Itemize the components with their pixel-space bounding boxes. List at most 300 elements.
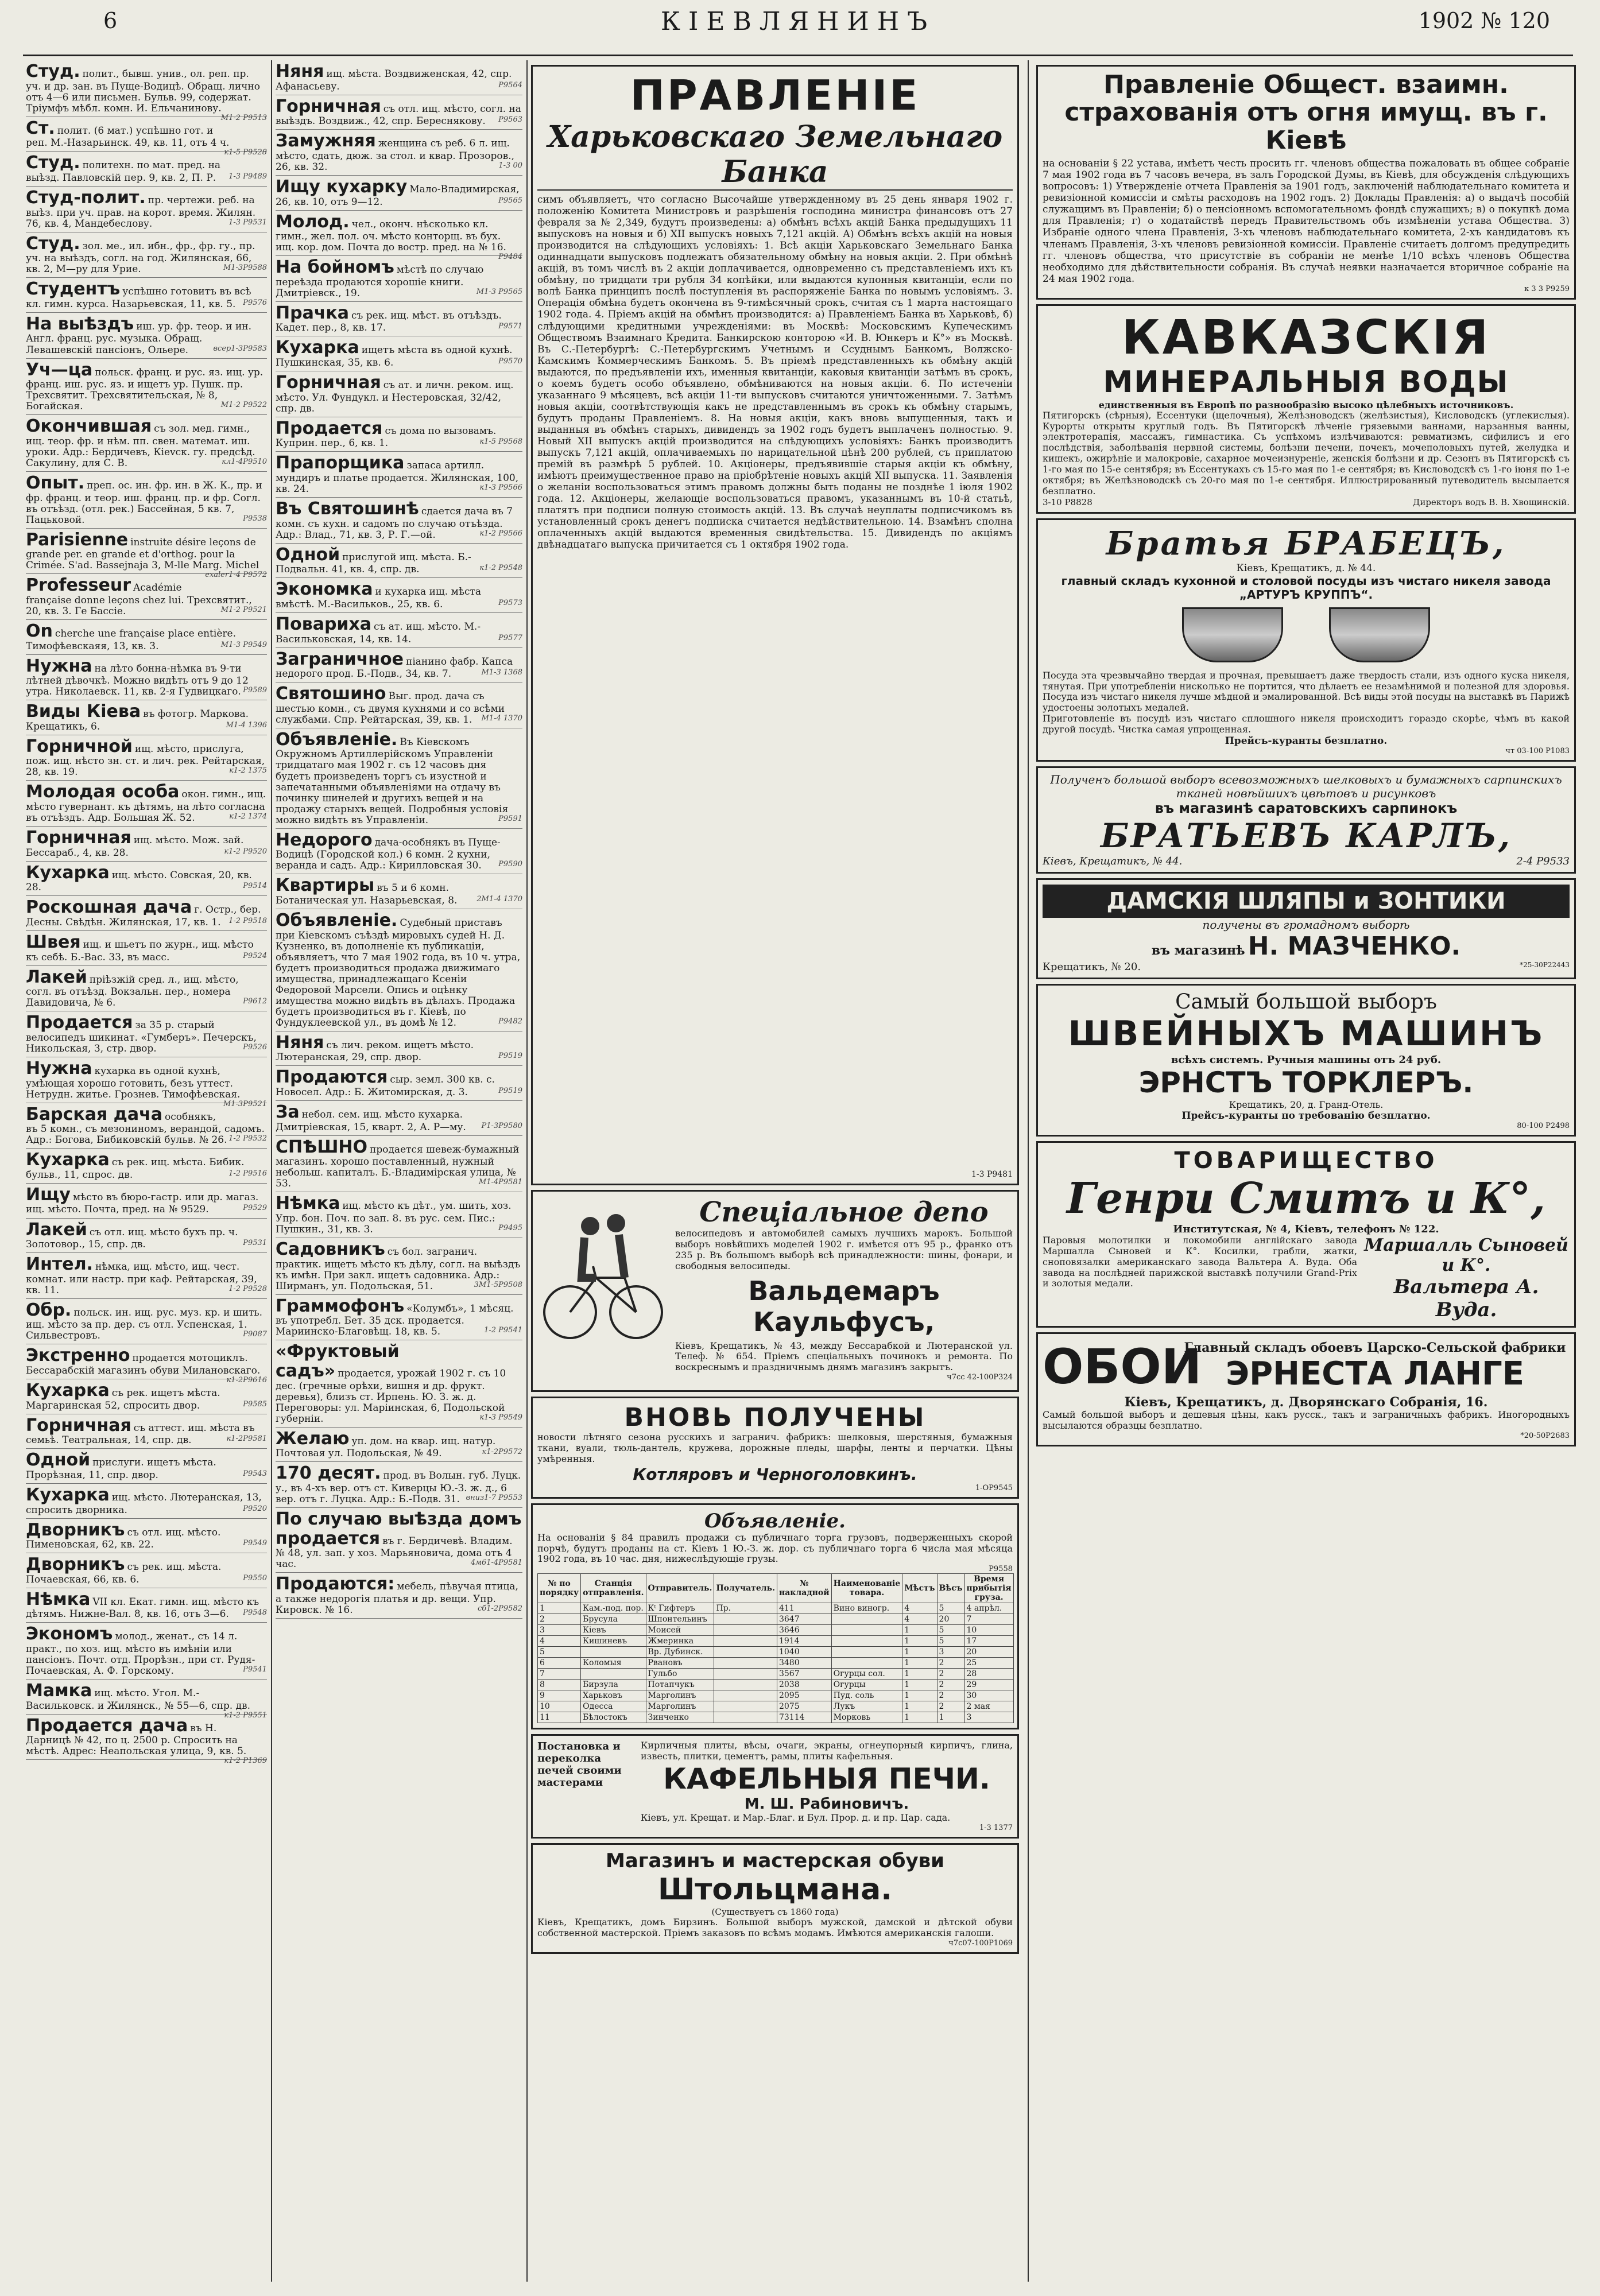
cargo-table-cell: 1914	[777, 1636, 831, 1647]
cargo-table-cell: Потапчукъ	[646, 1680, 714, 1690]
ad-heading: Поварихa	[276, 614, 372, 634]
mazchenko-ad	[1036, 878, 1576, 979]
ad-heading: Дворникъ	[26, 1554, 125, 1575]
cargo-table-cell: Огурцы	[831, 1680, 902, 1690]
classified-ad	[26, 1680, 267, 1720]
cargo-table-cell: 29	[964, 1680, 1013, 1690]
ad-heading: СПѢШНО	[276, 1137, 368, 1157]
ad-text: Въ Кіевскомъ Окружномъ Артиллерійскомъ Управленіи тридцатаго мая 1902 г. съ 12 часовъ дня будетъ произведенъ торгъ съ изустной и запечатанными объявленіями на отдачу въ починку шинелей и другихъ вещей и на продажу старыхъ вещей. Подробныя условія можно видѣть въ Управленіи.	[276, 736, 509, 826]
ad-code: к1-2 Р9520	[224, 847, 267, 856]
ad-heading: Заграничное	[276, 649, 404, 669]
ad-heading: Студентъ	[26, 279, 121, 300]
cargo-table-row	[538, 1647, 1014, 1658]
ad-code: 1-3 Р9489	[228, 172, 267, 181]
cargo-table-cell: 10	[964, 1625, 1013, 1636]
classified-ad	[26, 1299, 267, 1345]
sewing-top: Самый большой выборъ	[1175, 990, 1437, 1014]
ad-code: 80-100 Р2498	[1517, 1121, 1570, 1130]
ad-heading: Экономка	[276, 579, 373, 600]
cargo-table-cell	[831, 1614, 902, 1625]
ad-text: пріѣзжій сред. л., ищ. мѣсто, согл. въ отъѣзд. Вокзальн. пер., номера Давидовича, № 6.	[26, 974, 239, 1009]
cargo-table-cell: Пуд. соль	[831, 1690, 902, 1701]
cargo-table-cell	[581, 1647, 646, 1658]
depot-text: велосипедовъ и автомобилей самыхъ лучшихъ марокъ. Большой выборъ новѣйшихъ моделей 1902 г. имѣется отъ 95 р., франко отъ 235 р. Въ большомъ выборѣ всѣ принадлежности: шины, фонари, и свободныя велосипеды.	[675, 1228, 1013, 1271]
cargo-table-cell: 2075	[777, 1701, 831, 1712]
lange-head: Главный складъ обоевъ Царско-Сельской фабрики	[1184, 1340, 1566, 1356]
arrivals-title: ВНОВЬ ПОЛУЧЕНЫ	[624, 1403, 926, 1432]
shoe-sub: (Существуетъ съ 1860 года)	[711, 1906, 839, 1917]
arrivals-text: новости лѣтняго сезона русскихъ и загранич. фабрикъ: шелковыя, шерстяныя, бумажныя ткани, вуали, тюль-дантель, кружева, дорожные пледы, шарфы, ленты и перчатки. Цѣны умѣренныя.	[537, 1432, 1013, 1464]
advertisements-column-3	[531, 60, 1019, 2282]
cargo-table-cell: 7	[538, 1669, 581, 1680]
ad-text: съ аттест. ищ. мѣста въ семьѣ. Театральная, 14, спр. дв.	[26, 1422, 255, 1446]
ad-text: запаса артилл. мундиръ и платье продается. Жилянская, 100, кв. 24.	[276, 460, 519, 495]
ad-text: ищ. мѣста. Воздвиженская, 42, спр. Афанасьеву.	[276, 68, 512, 92]
cargo-table-cell: 1	[902, 1669, 937, 1680]
ad-heading: На бойномъ	[276, 257, 394, 278]
cargo-table-cell: 1	[902, 1690, 937, 1701]
ad-code: Р9484	[498, 253, 522, 262]
cargo-table-cell: 1	[902, 1636, 937, 1647]
smith-top: ТОВАРИЩЕСТВО	[1174, 1147, 1438, 1174]
cargo-table-cell: 17	[964, 1636, 1013, 1647]
cargo-table-cell: Марголинъ	[646, 1690, 714, 1701]
ad-text: иш. ур. фр. теор. и ин. Англ. франц. рус. музыка. Обращ. Левашевскій пансіонъ, Ольере.	[26, 320, 252, 356]
ad-code: 1-ОР9545	[975, 1483, 1013, 1492]
ad-code: Р9558	[989, 1565, 1013, 1574]
cargo-table-cell: 20	[964, 1647, 1013, 1658]
ad-text: дача-особнякъ въ Пуще-Водицѣ (Городской кол.) 6 комн. 2 кухни, веранда и садъ. Адр.: Кирилловская 30.	[276, 836, 501, 872]
shoe-name: Штольцмана.	[658, 1872, 892, 1907]
ad-heading: Роскошная дача	[26, 897, 192, 918]
notice-text: На основаніи § 84 правилъ продажи съ публичнаго торга грузовъ, подверженныхъ скорой порчѣ, будутъ проданы на ст. Кіевъ 1 Ю.-З. ж. дор. съ публичнаго торга 6 числа мая мѣсяца 1902 года, въ 10 час. дня, нижеслѣдующіе грузы.	[537, 1531, 1013, 1565]
cargo-table-cell: Кіевъ	[581, 1625, 646, 1636]
ad-text: польск. ин. ищ. рус. муз. кр. и шить. ищ. мѣсто за пр. дер. съ отл. Успенская, 1. Сильвестровъ.	[26, 1306, 263, 1342]
pots-illustration	[1043, 602, 1570, 670]
ad-code: кл1-4Р9510	[222, 457, 267, 466]
classified-ad	[276, 130, 522, 176]
lange-ad	[1036, 1332, 1576, 1446]
ad-text: ищетъ мѣста въ одной кухнѣ. Пушкинская, 35, кв. 6.	[276, 344, 513, 369]
ad-text: съ рек. ищетъ мѣста. Маргаринская 52, спросить двор.	[26, 1387, 220, 1411]
classified-ad	[276, 1031, 522, 1066]
cargo-table-cell: 11	[538, 1712, 581, 1723]
bicycle-depot-ad	[531, 1190, 1019, 1392]
ad-text: ищ. мѣсто. Лютеранская, 13, спросить дворника.	[26, 1491, 262, 1516]
cargo-table-cell: 8	[538, 1680, 581, 1690]
brabets-address: Кіевъ, Крещатикъ, д. № 44.	[1236, 562, 1376, 574]
ad-heading: Нѣмка	[276, 1193, 340, 1214]
bank-title: ПРАВЛЕНІЕ	[630, 71, 920, 119]
mazchenko-title: ДАМСКІЯ ШЛЯПЫ и ЗОНТИКИ	[1043, 885, 1570, 918]
cargo-table-row	[538, 1658, 1014, 1669]
cargo-table-header: Мѣстъ	[902, 1574, 937, 1603]
smith-address: Институтская, № 4, Кіевъ, телефонъ № 122.	[1173, 1223, 1439, 1235]
ad-code: Р9564	[498, 80, 522, 90]
ad-text: instruite désire leçons de grande per. en grande et d'orthog. pour la Crimée. S'ad. Bassejnaja 3, М-lle Marg. Michel	[26, 536, 259, 572]
ad-text: особнякъ, въ 5 комн., съ мезониномъ, верандой, садомъ. Адр.: Богова, Бибиковскій бульв. № 26.	[26, 1111, 265, 1146]
ad-text: успѣшно готовитъ въ всѣ кл. гимн. курса. Назарьевская, 11, кв. 5.	[26, 286, 251, 310]
ad-code: *20-50Р2683	[1520, 1431, 1570, 1440]
cargo-table-cell: Рвановъ	[646, 1658, 714, 1669]
ad-code: Р9541	[243, 1665, 267, 1674]
cargo-table-cell: 2	[937, 1658, 964, 1669]
cargo-table-cell: 2	[937, 1669, 964, 1680]
ad-text: сдается дача въ 7 комн. съ кухн. и садомъ по случаю отъѣзда. Адр.: Влад., 71, кв. 3, Р. Г.—ой.	[276, 506, 513, 541]
cargo-table-cell: 9	[538, 1690, 581, 1701]
ad-text: съ бол. загранич. практик. ищетъ мѣсто къ дѣлу, согл. на выѣздъ къ имѣн. При закл. ищетъ садовника. Адр.: Ширманъ, ул. Подольская, 51.	[276, 1246, 521, 1292]
classified-ad	[26, 1519, 267, 1554]
depot-address: Кіевъ, Крещатикъ, № 43, между Бессарабкой и Лютеранской ул. Телеф. № 654. Пріемъ спеціальныхъ починокъ и ремонта. По воскреснымъ и праздничнымъ днямъ магазинъ закрытъ.	[675, 1340, 1013, 1373]
cargo-table-cell: 4	[902, 1603, 937, 1614]
classified-ad	[26, 700, 267, 735]
classified-ad	[26, 1011, 267, 1057]
smith-ad	[1036, 1141, 1576, 1328]
ad-heading: Квартиры	[276, 875, 375, 896]
ad-text: продается мотоциклъ. Бессарабскій магазинъ обуви Милановскаго.	[26, 1352, 261, 1377]
smith-wood: Вальтера А. Вуда.	[1393, 1275, 1539, 1321]
cargo-table-header: Наименованіе товара.	[831, 1574, 902, 1603]
ad-text: женщина съ реб. 6 л. ищ. мѣсто, сдать, дюж. за стол. и квар. Прозоров., 26, кв. 32.	[276, 138, 515, 173]
ad-code: М1-3 Р9565	[476, 287, 522, 296]
cargo-auction-notice	[531, 1503, 1019, 1730]
cargo-table-header: Станція отправленія.	[581, 1574, 646, 1603]
smith-marshall: Маршалль Сыновей и К°.	[1364, 1235, 1568, 1275]
cargo-table-cell	[714, 1690, 777, 1701]
column-rule	[271, 60, 272, 2282]
cargo-table-cell: 5	[538, 1647, 581, 1658]
classified-ad	[276, 302, 522, 337]
classified-ad	[26, 232, 267, 278]
cargo-table-cell: 4	[538, 1636, 581, 1647]
ad-text: ищ. и шьетъ по журн., ищ. мѣсто къ себѣ. Б.-Вас. 33, въ масс.	[26, 939, 254, 963]
ad-text: піанино фабр. Капса недорого прод. Б.-Подв., 34, кв. 7.	[276, 656, 513, 680]
ad-text: съ рек. ищ. мѣста. Бибик. бульв., 11, спрос. дв.	[26, 1157, 245, 1181]
shoe-title: Магазинъ и мастерская обуви	[605, 1849, 945, 1872]
cargo-table-cell: 4	[902, 1614, 937, 1625]
classified-ad	[276, 909, 522, 1031]
ad-code: 2М1-4 1370	[476, 894, 522, 903]
classified-ad	[276, 1066, 522, 1101]
classified-ad	[26, 966, 267, 1012]
ad-heading: Швея	[26, 932, 81, 952]
ad-text: нѣмка, ищ. мѣсто, ищ. чест. комнат. или настр. при каф. Рейтарская, 39, кв. 11.	[26, 1261, 257, 1296]
mineral-title: КАВКАЗСКІЯ	[1121, 310, 1491, 365]
ad-text: въ фотогр. Маркова. Крещатикъ, 6.	[26, 708, 249, 732]
issue-number: 1902 № 120	[1418, 8, 1550, 33]
cargo-table-cell	[831, 1636, 902, 1647]
ad-text: продается, урожай 1902 г. съ 10 дес. (гречные орѣхи, вишня и др. фрукт. деревья), близъ ст. Ирпень. Ю. З. ж. д. Переговоры: ул. Маріинская, 6, Подольской губерніи.	[276, 1367, 506, 1425]
classified-ad	[276, 211, 522, 262]
ad-heading: Экономъ	[26, 1624, 113, 1645]
classified-ad	[26, 1103, 267, 1149]
ad-heading: Студ-полит.	[26, 187, 146, 208]
ad-code: Р9526	[243, 1042, 267, 1052]
bank-subtitle: Харьковскаго Земельнаго Банка	[537, 119, 1013, 191]
cargo-table-cell: Марголинъ	[646, 1701, 714, 1712]
classified-ad	[276, 417, 522, 452]
ad-heading: Мамка	[26, 1681, 92, 1701]
ad-code: М1-2 Р9513	[220, 113, 267, 122]
ad-text: молод., женат., съ 14 л. практ., по хоз. ищ. мѣсто въ имѣніи или пансіонъ. Почт. отд. Прорѣзн., при ст. Рудя-Почаевская, А. Ф. Горскому.	[26, 1631, 255, 1677]
ad-heading: On	[26, 620, 53, 641]
cargo-table-cell: 5	[937, 1603, 964, 1614]
karl-address: Кіевъ, Крещатикъ, № 44.	[1043, 855, 1183, 867]
stove-name: М. Ш. Рабиновичъ.	[744, 1795, 909, 1813]
ad-code: Р9573	[498, 598, 522, 607]
ad-code: М1-3Р9588	[223, 263, 267, 273]
ad-code: 1-3 1377	[979, 1823, 1013, 1832]
cargo-table-cell: 2	[538, 1614, 581, 1625]
ad-heading: Горничная	[276, 96, 381, 117]
sewing-machines-ad	[1036, 984, 1576, 1137]
classified-ad	[276, 95, 522, 130]
mineral-director: Директоръ водъ В. В. Хвощинскій.	[1413, 497, 1570, 507]
ad-code: М1-2 Р9522	[220, 401, 267, 410]
cargo-table-cell	[831, 1647, 902, 1658]
ad-code: Р9590	[498, 860, 522, 869]
sewing-sub: всѣхъ системъ. Ручныя машины отъ 24 руб.	[1171, 1053, 1442, 1066]
cargo-table-cell: 73114	[777, 1712, 831, 1723]
ad-code: Р9495	[498, 1224, 522, 1232]
brabets-text: Посуда эта чрезвычайно твердая и прочная, превышаетъ даже твердость стали, изъ одного куска никеля, тянутая. При употребленіи нисколько не портится, что дѣлаетъ ее незамѣнимой и полезной для здоровья. Посуда изъ чистаго никеля лучше мѣдной и эмалированной. Всѣ виды этой посуды на выставкѣ въ Парижѣ удостоены золотыхъ медалей.	[1043, 669, 1570, 713]
classified-ad	[276, 176, 522, 211]
lange-name: ЭРНЕСТА ЛАНГЕ	[1225, 1355, 1525, 1393]
ad-code: 3-10 Р8828	[1043, 497, 1093, 507]
lange-text: Самый большой выборъ и дешевыя цѣны, какъ русск., такъ и заграничныхъ фабрикъ. Иногородныхъ высылаются образцы безплатно.	[1043, 1409, 1570, 1431]
stove-title: КАФЕЛЬНЫЯ ПЕЧИ.	[663, 1762, 990, 1795]
cargo-table-cell: 1040	[777, 1647, 831, 1658]
cargo-table-cell: 4 апрѣл.	[964, 1603, 1013, 1614]
classifieds-column-2	[276, 60, 522, 2282]
ad-heading: Няня	[276, 61, 324, 82]
cargo-table-cell: Коломыя	[581, 1658, 646, 1669]
cargo-table	[537, 1573, 1014, 1723]
sewing-name: ЭРНСТЪ ТОРКЛЕРЪ.	[1138, 1065, 1474, 1099]
cargo-table-cell	[714, 1647, 777, 1658]
ad-code: Р9519	[498, 1087, 522, 1096]
classified-ad	[276, 1340, 522, 1427]
ad-heading: Продается дача	[26, 1715, 188, 1736]
mineral-waters-ad	[1036, 304, 1576, 514]
cargo-table-cell: 2	[937, 1701, 964, 1712]
classified-ad	[26, 735, 267, 781]
classified-ad	[26, 1184, 267, 1219]
classified-ad	[276, 613, 522, 648]
ad-text: прислуги. ищетъ мѣста. Прорѣзная, 11, спр. двор.	[26, 1457, 216, 1481]
classified-ad	[276, 728, 522, 829]
cargo-table-cell: Бѣлостокъ	[581, 1712, 646, 1723]
bicycle-illustration	[539, 1203, 665, 1347]
classified-ad	[26, 1253, 267, 1299]
ad-code: к1-5 Р9528	[224, 148, 267, 157]
cargo-table-cell: 5	[937, 1625, 964, 1636]
ad-text: преп. ос. ин. фр. ин. в Ж. К., пр. и фр. франц. и теор. иш. франц. пр. и фр. Согл. въ отъѣзд. (отл. рек.) Бассейная, 5 кв. 7, Пацьковой.	[26, 479, 262, 526]
shoe-store-ad	[531, 1843, 1019, 1954]
cargo-table-cell: Кᵗ Гифтеръ	[646, 1603, 714, 1614]
column-rule	[526, 60, 528, 2282]
classified-ad	[276, 256, 522, 302]
ad-text: ищ. мѣсто. Мож. зай. Бессараб., 4, кв. 28.	[26, 835, 244, 859]
cargo-table-row	[538, 1690, 1014, 1701]
ad-code: к 3 3 Р9259	[1524, 284, 1570, 293]
sewing-address: Крещатикъ, 20, д. Гранд-Отель.	[1229, 1099, 1384, 1110]
ad-text: уп. дом. на квар. ищ. натур. Почтовая ул. Подольская, № 49.	[276, 1435, 496, 1460]
classified-ad	[26, 1344, 267, 1385]
cargo-table-row	[538, 1669, 1014, 1680]
ad-heading: Граммофонъ	[276, 1296, 405, 1316]
cargo-table-cell: Вино виногр.	[831, 1603, 902, 1614]
shoe-text: Кіевъ, Крещатикъ, домъ Бирзинъ. Большой выборъ мужской, дамской и дѣтской обуви собственной мастерской. Пріемъ заказовъ по всѣмъ модамъ. Имѣются американскія галоши.	[537, 1916, 1013, 1938]
cargo-table-cell: 1	[538, 1603, 581, 1614]
cargo-table-row	[538, 1614, 1014, 1625]
ad-heading: Объявленіе.	[276, 910, 398, 930]
ad-code: ч7с07-100Р1069	[948, 1938, 1013, 1948]
ad-code: Р9548	[243, 1608, 267, 1618]
ad-code: Р9531	[243, 1239, 267, 1248]
classified-ad	[26, 781, 267, 827]
classified-ad	[276, 498, 522, 544]
ad-code: Р9591	[498, 814, 522, 823]
cargo-table-cell: 3567	[777, 1669, 831, 1680]
arrivals-name: Котляровъ и Черноголовкинъ.	[633, 1464, 917, 1484]
ad-text: ищ. мѣсто, прислуга, пож. ищ. нѣсто зн. ст. и лич. рек. Рейтарская, 28, кв. 19.	[26, 743, 265, 778]
cargo-table-cell: 2	[937, 1690, 964, 1701]
classified-ad	[26, 620, 267, 655]
cargo-table-cell	[714, 1636, 777, 1647]
ad-text: съ ат. ищ. мѣсто. М.-Васильковская, 14, кв. 14.	[276, 620, 481, 645]
cargo-table-cell: 20	[937, 1614, 964, 1625]
ad-code: Р9087	[243, 1330, 267, 1339]
ad-text: окон. гимн., ищ. мѣсто гувернант. къ дѣтямъ, на лѣто согласна въ отъѣздъ. Адр. Большая Ж. 52.	[26, 789, 266, 824]
classified-ad	[276, 874, 522, 909]
ad-code: к1-2 Р9551	[224, 1711, 267, 1720]
cargo-table-row	[538, 1712, 1014, 1723]
ad-code: к1-2 Р9566	[479, 529, 522, 538]
ad-code: к1-2 1374	[229, 812, 267, 821]
ad-text: г. Остр., бер. Десны. Свѣдѣн. Жилянская, 17, кв. 1.	[26, 904, 261, 928]
ad-heading: Лакей	[26, 967, 87, 987]
cargo-table-cell: 30	[964, 1690, 1013, 1701]
ad-code: Р9612	[243, 997, 267, 1006]
karl-ad	[1036, 766, 1576, 874]
cargo-table-cell	[714, 1669, 777, 1680]
cargo-table-header: № накладной	[777, 1574, 831, 1603]
ad-code: 3М1-5Р9508	[474, 1280, 522, 1289]
mineral-text: Пятигорскъ (сѣрныя), Ессентуки (щелочныя), Желѣзноводскъ (желѣзистыя), Кисловодскъ (углекислыя). Курорты открыты круглый годъ. Въ Пятигорскѣ лѣченіе грязевыми ваннами, нарзанныя ванны, электротерапія, массажъ, гимнастика. Съ успѣхомъ излѣчиваются: ревматизмъ, сифилисъ и его послѣдствія, заболѣванія нервной системы, болѣзни печени, почекъ, мочеполовыхъ путей, желудка и кишекъ, ожирѣніе и малокровіе, сахарное мочеизнуреніе, женскія болѣзни и др. Сезонъ въ Пятигорскѣ съ 1-го мая по 15-е сентября; въ Ессентукахъ съ 15-го мая по 1-е сентября; въ Кисловодскѣ съ 1-го іюня по 1-е октября; въ Желѣзноводскѣ съ 20-го мая по 1-е сентября. Иллюстрированный путеводитель высылается безплатно.	[1043, 409, 1570, 497]
classified-ad	[276, 452, 522, 498]
ad-heading: 170 десят.	[276, 1463, 381, 1484]
ad-code: к1-2Р9616	[226, 1376, 267, 1385]
cargo-table-row	[538, 1625, 1014, 1636]
classified-ad	[276, 648, 522, 683]
cargo-table-cell: Зинченко	[646, 1712, 714, 1723]
insurance-title: Правленіе Общест. взаимн. страхованія отъ огня имущ. въ г. Кіевѣ	[1064, 70, 1548, 155]
ad-heading: Professeur	[26, 575, 131, 596]
ad-code: М1-4Р9581	[478, 1178, 522, 1187]
classified-ad	[276, 1573, 522, 1619]
cargo-table-cell: 1	[902, 1680, 937, 1690]
ad-code: вниз1-7 Р9553	[466, 1493, 522, 1502]
ad-code: М1-2 Р9521	[220, 605, 267, 614]
classified-ad	[276, 1136, 522, 1193]
classified-ad	[26, 1484, 267, 1519]
ad-text: и кухарка ищ. мѣста вмѣстѣ. М.-Васильков., 25, кв. 6.	[276, 586, 482, 610]
ad-heading: Опыт.	[26, 472, 85, 493]
cargo-table-row	[538, 1680, 1014, 1690]
cargo-table-cell: 1	[902, 1625, 937, 1636]
cargo-table-cell	[714, 1625, 777, 1636]
ad-code: Р9585	[243, 1399, 267, 1409]
ad-text: мѣстѣ по случаю переѣзда продаются хорошіе книги. Дмитріевск., 19.	[276, 264, 484, 299]
ad-code: 1-2 Р9541	[484, 1326, 522, 1335]
column-rule	[1028, 60, 1029, 2282]
ad-heading: Лакей	[26, 1219, 87, 1240]
classified-ad	[26, 931, 267, 966]
ad-code: Р9577	[498, 633, 522, 642]
classified-ad	[26, 1149, 267, 1184]
classified-ad	[26, 655, 267, 701]
cargo-table-cell: 1	[937, 1712, 964, 1723]
ad-code: М1-4 1396	[226, 720, 267, 730]
ad-heading: Продается	[26, 1013, 133, 1033]
ad-heading: Окончившая	[26, 416, 152, 437]
ad-code: 1-2 Р9532	[228, 1134, 267, 1143]
brabets-ad	[1036, 518, 1576, 762]
cargo-table-cell: 2095	[777, 1690, 831, 1701]
cargo-table-cell	[714, 1680, 777, 1690]
ad-text: полит., бывш. унив., ол. реп. пр. уч. и др. зан. въ Пуще-Водицѣ. Обращ. лично отъ 4—6 или письмен. Бульв. 99, содержат. Тріумфъ мѣбл. комн. И. Ельчанинову.	[26, 68, 260, 114]
ad-code: М1-3 1368	[481, 668, 522, 677]
ad-heading: Кухарка	[26, 1380, 110, 1401]
classified-ad	[276, 1101, 522, 1136]
cargo-table-cell: Вр. Дубинск.	[646, 1647, 714, 1658]
ad-heading: Продается	[276, 418, 383, 439]
ad-code: Р9538	[243, 514, 267, 523]
ad-heading: Замужняя	[276, 131, 376, 152]
classified-ad	[26, 1623, 267, 1680]
cargo-table-cell: 2	[937, 1680, 964, 1690]
cargo-table-cell: 1	[902, 1701, 937, 1712]
cargo-table-cell: Бирзула	[581, 1680, 646, 1690]
cargo-table-cell: Моисей	[646, 1625, 714, 1636]
ad-heading: Горничная	[26, 828, 131, 848]
cargo-table-header: Получатель.	[714, 1574, 777, 1603]
cargo-table-row	[538, 1603, 1014, 1614]
insurance-notice	[1036, 65, 1576, 300]
cargo-table-cell: 3	[964, 1712, 1013, 1723]
wallpaper-title: ОБОИ	[1043, 1338, 1202, 1395]
mazchenko-name: Н. МАЗЧЕНКО.	[1248, 931, 1461, 961]
classifieds-column-1	[26, 60, 267, 2282]
ad-code: Р9514	[243, 882, 267, 891]
cargo-table-cell: Гульбо	[646, 1669, 714, 1680]
ad-heading: Объявленіе.	[276, 729, 398, 750]
classified-ad	[276, 829, 522, 875]
classified-ad	[276, 371, 522, 417]
ad-code: Р9519	[498, 1052, 522, 1061]
sewing-title: ШВЕЙНЫХЪ МАШИНЪ	[1068, 1013, 1544, 1054]
mazchenko-in: въ магазинѣ	[1151, 943, 1245, 958]
ad-heading: Нужна	[26, 656, 92, 676]
cargo-table-cell	[831, 1658, 902, 1669]
ad-code: чт 03-100 Р1083	[1505, 746, 1570, 755]
brabets-subtitle: главный складъ кухонной и столовой посуды изъ чистаго никеля завода „АРТУРЪ КРУППЪ“.	[1061, 573, 1551, 602]
ad-text: за 35 р. старый велосипедъ шикинат. «Гумберъ». Печерскъ, Никольская, 3, стр. двор.	[26, 1019, 257, 1054]
ad-code: к1-2 1375	[229, 766, 267, 775]
classified-ad	[26, 1449, 267, 1484]
ad-text: съ отл. ищ. мѣсто, согл. на выѣздъ. Воздвиж., 42, спр. Береснякову.	[276, 103, 521, 127]
